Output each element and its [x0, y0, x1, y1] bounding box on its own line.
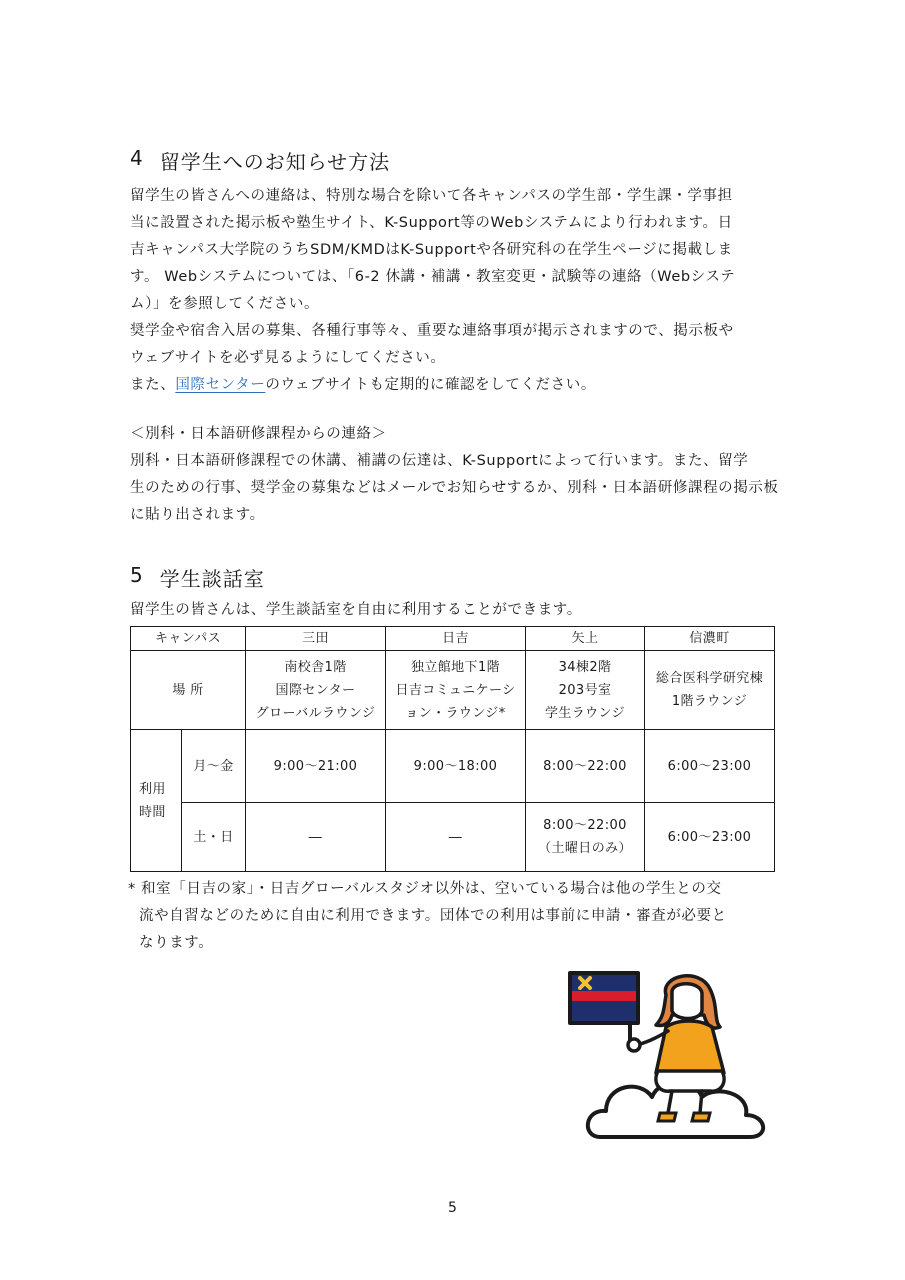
lounge-footnote: [128, 876, 788, 957]
page-number: 5: [448, 1200, 457, 1216]
header-yagami: 矢上: [526, 627, 645, 651]
student-with-flag-illustration: [560, 965, 775, 1145]
text-suffix: のウェブサイトも定期的に確認をしてください。: [265, 377, 596, 393]
cell-line: グローバルラウンジ: [255, 705, 376, 721]
footnote-line: * 和室「日吉の家」・日吉グローバルスタジオ以外は、空いている場合は他の学生との交: [128, 881, 722, 897]
paragraph-line: 生のための行事、奨学金の募集などはメールでお知らせするか、別科・日本語研修課程の掲示板: [130, 480, 779, 496]
weekend-hiyoshi: [386, 803, 526, 872]
weekday-hiyoshi: 9:00～18:00: [386, 730, 526, 803]
location-hiyoshi: [386, 651, 526, 730]
location-mita: [246, 651, 386, 730]
paragraph-line: 留学生の皆さんへの連絡は、特別な場合を除いて各キャンパスの学生部・学生課・学事担: [130, 188, 733, 204]
cell-line: 学生ラウンジ: [544, 705, 626, 721]
paragraph-line: に貼り出されます。: [130, 507, 265, 523]
cell-line: 独立館地下1階: [410, 659, 501, 675]
cell-line: （土曜日のみ）: [538, 841, 632, 856]
paragraph-line: [130, 372, 790, 399]
lounge-intro: [130, 597, 790, 624]
subheading-text: ＜別科・日本語研修課程からの連絡＞: [130, 426, 387, 442]
paragraph-line: す。 Webシステムについては、「6-2 休講・補講・教室変更・試験等の連絡（Webシステ: [130, 269, 736, 285]
table-row-location: [131, 651, 775, 730]
lounge-table: [130, 626, 775, 872]
weekend-mita: [246, 803, 386, 872]
text-prefix: また、: [130, 377, 176, 393]
weekend-label: 土・日: [182, 803, 246, 872]
bekka-subheading: [130, 421, 790, 448]
cell-line: 利用: [139, 781, 166, 797]
weekday-shinanomachi: 6:00～23:00: [645, 730, 775, 803]
section-5-heading: [130, 563, 265, 592]
international-center-paragraph: [130, 372, 790, 399]
sweater: [656, 1021, 724, 1073]
hand: [628, 1039, 640, 1051]
section-title: 留学生へのお知らせ方法: [159, 150, 391, 174]
paragraph-line: 留学生の皆さんは、学生談話室を自由に利用することができます。: [130, 602, 582, 618]
header-mita: 三田: [246, 627, 386, 651]
cell-line: 6:00～23:00: [667, 829, 752, 845]
weekday-yagami: 8:00～22:00: [526, 730, 645, 803]
leg-right: [700, 1091, 702, 1113]
location-yagami: [526, 651, 645, 730]
cell-line: ―: [448, 829, 463, 845]
skirt: [656, 1071, 724, 1091]
section-number: 4: [130, 146, 144, 170]
paragraph-line: ム）」を参照してください。: [130, 296, 320, 312]
cell-line: ョン・ラウンジ*: [405, 705, 506, 721]
cell-line: 203号室: [558, 682, 612, 698]
paragraph-line: 奨学金や宿舎入居の募集、各種行事等々、重要な連絡事項が掲示されますので、掲示板や: [130, 323, 734, 339]
location-shinanomachi: [645, 651, 775, 730]
paragraph-line: 別科・日本語研修課程での休講、補講の伝達は、K-Supportによって行います。また、留学: [130, 453, 749, 469]
shoe-left: [658, 1113, 676, 1121]
section-number: 5: [130, 563, 144, 587]
paragraph-line: ウェブサイトを必ず見るようにしてください。: [130, 350, 446, 366]
cell-line: 時間: [139, 804, 166, 820]
cell-line: ―: [308, 829, 323, 845]
international-center-link[interactable]: 国際センター: [175, 377, 266, 393]
contact-paragraph: [130, 183, 790, 372]
weekend-shinanomachi: [645, 803, 775, 872]
cell-line: 8:00～22:00: [543, 818, 627, 833]
paragraph-line: 吉キャンパス大学院のうちSDM/KMDはK-Supportや各研究科の在学生ページに掲載しま: [130, 242, 733, 258]
cell-line: 国際センター: [275, 682, 356, 698]
location-label: 場 所: [131, 651, 246, 730]
bekka-paragraph: [130, 448, 790, 529]
cell-line: 1階ラウンジ: [671, 694, 748, 709]
section-4-heading: [130, 146, 390, 175]
hours-label: [131, 730, 182, 872]
table-row-weekend: [131, 803, 775, 872]
header-shinanomachi: 信濃町: [645, 627, 775, 651]
table-header-row: [131, 627, 775, 651]
cell-line: 総合医科学研究棟: [655, 671, 764, 686]
section-title: 学生談話室: [159, 567, 265, 591]
footnote-line: なります。: [139, 935, 214, 951]
shoe-right: [692, 1113, 710, 1121]
header-campus: キャンパス: [131, 627, 246, 651]
table-row-weekday: [131, 730, 775, 803]
footnote-line: 流や自習などのために自由に利用できます。団体での利用は事前に申請・審査が必要と: [139, 908, 727, 924]
weekday-mita: 9:00～21:00: [246, 730, 386, 803]
header-hiyoshi: 日吉: [386, 627, 526, 651]
cell-line: 34棟2階: [558, 659, 612, 675]
face: [672, 984, 702, 1019]
paragraph-line: 当に設置された掲示板や塾生サイト、K-Support等のWebシステムにより行われます。日: [130, 215, 733, 231]
cell-line: 日吉コミュニケーシ: [395, 682, 516, 698]
cell-line: 南校舎1階: [284, 659, 347, 675]
flag-red-stripe: [572, 991, 636, 1001]
weekend-yagami: [526, 803, 645, 872]
weekday-label: 月～金: [182, 730, 246, 803]
